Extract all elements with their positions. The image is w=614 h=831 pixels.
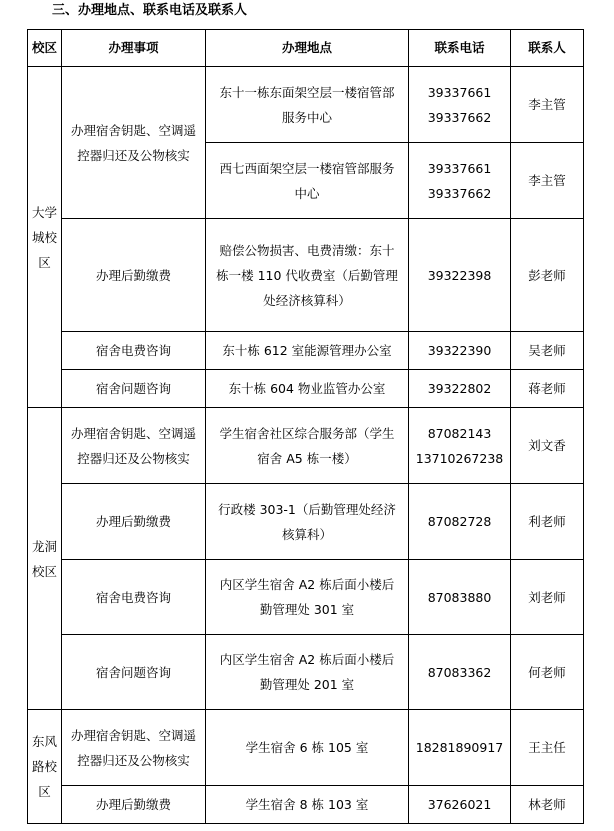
- location-cell-line: 宿舍 A5 栋一楼）: [257, 450, 357, 466]
- table-row: [28, 635, 584, 710]
- column-header: 校区: [28, 30, 62, 67]
- matter-cell-line: 办理宿舍钥匙、空调遥: [70, 122, 196, 138]
- table-row: [28, 219, 584, 332]
- matter-cell-line: 办理宿舍钥匙、空调遥: [70, 727, 196, 743]
- column-header: 联系电话: [409, 30, 511, 67]
- matter-cell: [62, 484, 206, 560]
- phone-cell: [409, 635, 511, 710]
- contact-cell: 蒋老师: [511, 370, 584, 408]
- contact-cell: 刘老师: [511, 560, 584, 635]
- matter-cell-line: 办理后勤缴费: [95, 267, 171, 283]
- phone-cell-line: 37626021: [427, 797, 492, 812]
- location-cell-line: 行政楼 303-1（后勤管理处经济: [218, 501, 396, 517]
- location-cell: [206, 710, 409, 786]
- phone-cell-line: 13710267238: [415, 450, 504, 466]
- phone-cell-line: 87083880: [427, 589, 492, 605]
- location-cell: [206, 219, 409, 332]
- phone-cell: [409, 67, 511, 143]
- phone-cell: [409, 408, 511, 484]
- campus-cell-line: 大学: [31, 204, 57, 220]
- matter-cell-line: 办理宿舍钥匙、空调遥: [70, 425, 196, 441]
- contact-cell: 吴老师: [511, 332, 584, 370]
- location-cell-line: 栋一楼 110 代收费室（后勤管理: [216, 267, 398, 283]
- phone-cell: [409, 710, 511, 786]
- location-cell-line: 赔偿公物损害、电费清缴：东十: [219, 242, 395, 258]
- location-cell: [206, 484, 409, 560]
- location-cell: [206, 332, 409, 370]
- campus-cell-line: 东风: [31, 734, 57, 749]
- phone-cell: [409, 786, 511, 824]
- phone-cell-line: 39337662: [427, 109, 492, 125]
- phone-cell-line: 39337661: [427, 84, 492, 100]
- contact-cell: 彭老师: [511, 219, 584, 332]
- matter-cell-line: 宿舍电费咨询: [95, 589, 171, 605]
- campus-cell-line: 城校: [31, 229, 57, 245]
- campus-cell: [28, 67, 62, 408]
- contact-cell: 刘文香: [511, 408, 584, 484]
- column-header: 办理地点: [206, 30, 409, 67]
- location-cell-line: 中心: [294, 185, 320, 201]
- table-row: [28, 710, 584, 786]
- location-cell: [206, 786, 409, 824]
- column-header: 办理事项: [62, 30, 206, 67]
- location-cell: [206, 143, 409, 219]
- table-row: [28, 408, 584, 484]
- matter-cell: [62, 408, 206, 484]
- contact-table: [27, 29, 584, 824]
- phone-cell-line: 18281890917: [415, 740, 504, 755]
- contact-cell: 利老师: [511, 484, 584, 560]
- column-header: 联系人: [511, 30, 584, 67]
- section-heading: 三、办理地点、联系电话及联系人: [52, 3, 248, 18]
- phone-cell-line: 87083362: [427, 664, 492, 680]
- location-cell-line: 勤管理处 301 室: [259, 602, 355, 617]
- phone-cell-line: 87082728: [427, 514, 492, 529]
- contact-cell: 李主管: [511, 143, 584, 219]
- phone-cell-line: 39322398: [427, 267, 492, 283]
- location-cell: [206, 370, 409, 408]
- matter-cell: [62, 710, 206, 786]
- location-cell-line: 东十栋 612 室能源管理办公室: [222, 343, 392, 358]
- matter-cell-line: 控器归还及公物核实: [77, 752, 190, 768]
- campus-cell-line: 区: [38, 254, 51, 270]
- location-cell-line: 处经济核算科）: [263, 292, 351, 308]
- matter-cell-line: 办理后勤缴费: [95, 514, 171, 529]
- campus-cell-line: 校区: [31, 563, 57, 579]
- location-cell: [206, 635, 409, 710]
- table-row: [28, 332, 584, 370]
- table-row: [28, 67, 584, 143]
- campus-cell-line: 路校: [31, 759, 57, 774]
- phone-cell: [409, 219, 511, 332]
- phone-cell-line: 39337662: [427, 185, 492, 201]
- phone-cell: [409, 332, 511, 370]
- header-row: [28, 30, 584, 67]
- location-cell-line: 学生宿舍社区综合服务部（学生: [219, 425, 395, 441]
- contact-cell: 林老师: [511, 786, 584, 824]
- phone-cell: [409, 560, 511, 635]
- matter-cell-line: 宿舍问题咨询: [95, 381, 171, 396]
- location-cell-line: 勤管理处 201 室: [259, 677, 355, 692]
- matter-cell-line: 宿舍电费咨询: [95, 343, 171, 358]
- phone-cell-line: 39322390: [427, 343, 492, 358]
- campus-cell-line: 龙洞: [31, 538, 57, 554]
- phone-cell-line: 87082143: [427, 425, 492, 441]
- phone-cell: [409, 484, 511, 560]
- table-row: [28, 484, 584, 560]
- location-cell-line: 西七西面架空层一楼宿管部服务: [219, 160, 395, 176]
- phone-cell: [409, 143, 511, 219]
- matter-cell: [62, 370, 206, 408]
- matter-cell-line: 控器归还及公物核实: [77, 450, 190, 466]
- campus-cell: [28, 710, 62, 824]
- matter-cell: [62, 560, 206, 635]
- location-cell-line: 学生宿舍 8 栋 103 室: [245, 797, 369, 812]
- location-cell-line: 东十一栋东面架空层一楼宿管部: [219, 84, 395, 100]
- contact-cell: 王主任: [511, 710, 584, 786]
- matter-cell: [62, 219, 206, 332]
- matter-cell: [62, 786, 206, 824]
- matter-cell: [62, 332, 206, 370]
- campus-cell-line: 区: [38, 784, 51, 799]
- location-cell: [206, 408, 409, 484]
- table-row: [28, 560, 584, 635]
- matter-cell: [62, 635, 206, 710]
- matter-cell: [62, 67, 206, 219]
- phone-cell-line: 39322802: [427, 381, 492, 396]
- location-cell: [206, 560, 409, 635]
- location-cell: [206, 67, 409, 143]
- phone-cell-line: 39337661: [427, 160, 492, 176]
- location-cell-line: 核算科）: [281, 526, 332, 542]
- location-cell-line: 内区学生宿舍 A2 栋后面小楼后: [219, 652, 395, 667]
- table-row: [28, 786, 584, 824]
- matter-cell-line: 办理后勤缴费: [95, 797, 171, 812]
- contact-cell: 何老师: [511, 635, 584, 710]
- phone-cell: [409, 370, 511, 408]
- location-cell-line: 学生宿舍 6 栋 105 室: [245, 740, 369, 755]
- matter-cell-line: 控器归还及公物核实: [77, 147, 190, 163]
- matter-cell-line: 宿舍问题咨询: [95, 664, 171, 680]
- contact-cell: 李主管: [511, 67, 584, 143]
- campus-cell: [28, 408, 62, 710]
- location-cell-line: 内区学生宿舍 A2 栋后面小楼后: [219, 577, 395, 592]
- table-row: [28, 370, 584, 408]
- location-cell-line: 东十栋 604 物业监管办公室: [228, 381, 386, 396]
- location-cell-line: 服务中心: [281, 109, 332, 125]
